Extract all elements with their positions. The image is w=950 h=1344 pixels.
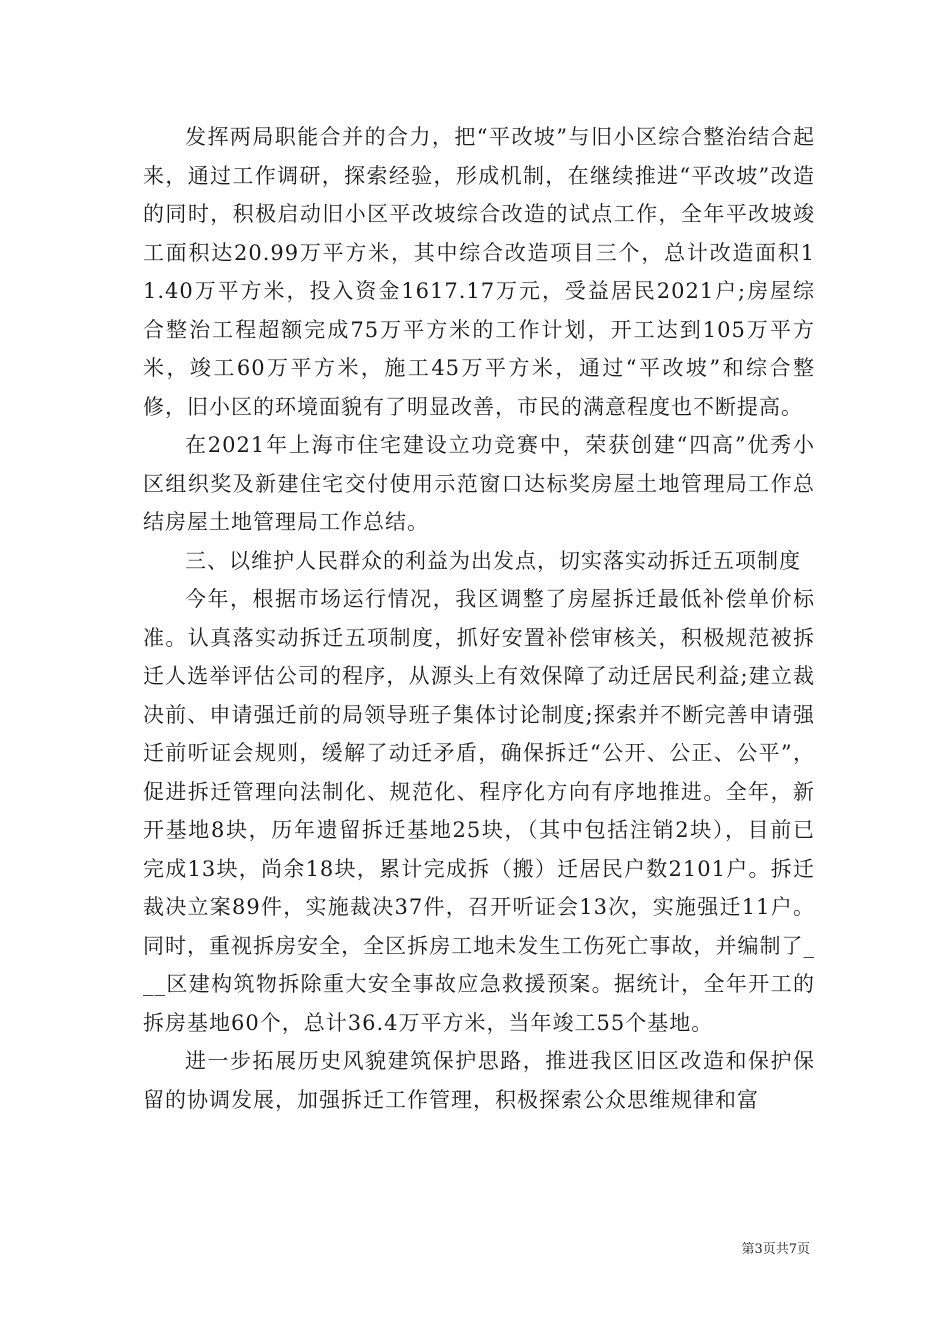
paragraph-demolition-management: 今年，根据市场运行情况，我区调整了房屋拆迁最低补偿单价标准。认真落实动拆迁五项制度，抓好安置补偿审核关，积极规范被拆迁人选举评估公司的程序，从源头上有效保障了动迁居民利益;建立裁决前、申请强迁前的局领导班子集体讨论制度;探索并不断完善申请强迁前听证会规则，缓解了动迁矛盾，确保拆迁“公开、公正、公平”，促进拆迁管理向法制化、规范化、程序化方向有序地推进。全年，新开基地8块，历年遗留拆迁基地25块，（其中包括注销2块），目前已完成13块，尚余18块，累计完成拆（搬）迁居民户数2101户。拆迁裁决立案89件，实施裁决37件，召开听证会13次，实施强迁11户。同时，重视拆房安全，全区拆房工地未发生工伤死亡事故，并编制了___区建构筑物拆除重大安全事故应急救援预案。据统计，全年开工的拆房基地60个，总计36.4万平方米，当年竣工55个基地。: [143, 587, 815, 1035]
section-heading-demolition-system: 三、以维护人民群众的利益为出发点，切实落实动拆迁五项制度: [185, 548, 801, 573]
paragraph-competition-award: 在2021年上海市住宅建设立功竞赛中，荣获创建“四高”优秀小区组织奖及新建住宅交付使用示范窗口达标奖房屋土地管理局工作总结房屋土地管理局工作总结。: [143, 433, 815, 534]
paragraph-slope-roof-renovation: 发挥两局职能合并的合力，把“平改坡”与旧小区综合整治结合起来，通过工作调研，探索经验，形成机制，在继续推进“平改坡”改造的同时，积极启动旧小区平改坡综合改造的试点工作，全年平改坡竣工面积达20.99万平方米，其中综合改造项目三个，总计改造面积11.40万平方米，投入资金1617.17万元，受益居民2021户;房屋综合整治工程超额完成75万平方米的工作计划，开工达到105万平方米，竣工60万平方米，施工45万平方米，通过“平改坡”和综合整修，旧小区的环境面貌有了明显改善，市民的满意程度也不断提高。: [143, 125, 815, 419]
document-body: [143, 118, 815, 1119]
page-number: 第3页共7页: [741, 1242, 810, 1257]
paragraph-historic-protection: 进一步拓展历史风貌建筑保护思路，推进我区旧区改造和保护保留的协调发展，加强拆迁工作管理，积极探索公众思维规律和富: [143, 1049, 815, 1112]
